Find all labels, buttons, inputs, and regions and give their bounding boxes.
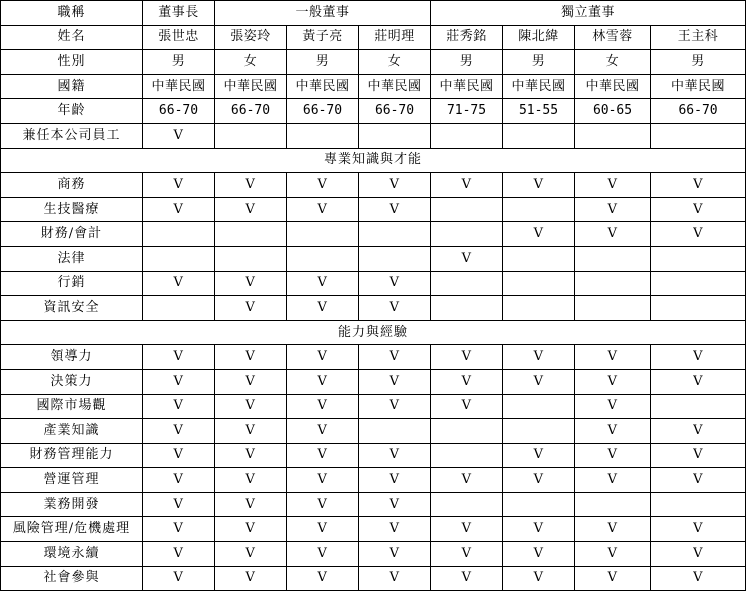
skill-row [1, 246, 746, 271]
check-cell [651, 492, 746, 517]
check-cell [431, 123, 503, 148]
skill-row [1, 542, 746, 567]
check-cell: V [143, 369, 215, 394]
value-cell: 張世忠 [143, 25, 215, 50]
check-cell: V [287, 419, 359, 444]
check-cell: V [575, 222, 651, 247]
check-cell: V [143, 419, 215, 444]
check-cell [575, 123, 651, 148]
section-title: 專業知識與才能 [1, 148, 746, 173]
check-cell: V [651, 517, 746, 542]
check-cell: V [287, 271, 359, 296]
row-label: 財務/會計 [1, 222, 143, 247]
check-cell: V [215, 394, 287, 419]
check-cell: V [143, 197, 215, 222]
check-cell: V [287, 517, 359, 542]
check-cell: V [503, 443, 575, 468]
value-cell: 51-55 [503, 99, 575, 124]
check-cell: V [359, 197, 431, 222]
check-cell: V [359, 296, 431, 321]
check-cell: V [503, 517, 575, 542]
value-cell: 中華民國 [215, 74, 287, 99]
value-cell: 張姿玲 [215, 25, 287, 50]
check-cell: V [215, 517, 287, 542]
check-cell: V [431, 369, 503, 394]
check-cell: V [143, 542, 215, 567]
row-label: 風險管理/危機處理 [1, 517, 143, 542]
check-cell: V [651, 369, 746, 394]
section-header-row [1, 148, 746, 173]
check-cell: V [575, 443, 651, 468]
check-cell: V [359, 468, 431, 493]
check-cell: V [359, 394, 431, 419]
check-cell [651, 246, 746, 271]
check-cell: V [359, 566, 431, 591]
value-cell: 男 [287, 50, 359, 75]
check-cell: V [287, 369, 359, 394]
row-label: 財務管理能力 [1, 443, 143, 468]
row-label: 年齡 [1, 99, 143, 124]
section-title: 能力與經驗 [1, 320, 746, 345]
check-cell [503, 197, 575, 222]
check-cell: V [215, 443, 287, 468]
check-cell [575, 492, 651, 517]
value-cell: 男 [503, 50, 575, 75]
check-cell [431, 443, 503, 468]
check-cell: V [215, 566, 287, 591]
value-cell: 中華民國 [431, 74, 503, 99]
header-row [1, 1, 746, 26]
check-cell [431, 419, 503, 444]
check-cell [287, 246, 359, 271]
name-row [1, 25, 746, 50]
value-cell: 66-70 [651, 99, 746, 124]
check-cell [651, 394, 746, 419]
row-label: 兼任本公司員工 [1, 123, 143, 148]
check-cell: V [359, 173, 431, 198]
check-cell: V [503, 345, 575, 370]
skill-row [1, 468, 746, 493]
check-cell: V [575, 394, 651, 419]
check-cell: V [431, 468, 503, 493]
check-cell [143, 246, 215, 271]
check-cell: V [503, 222, 575, 247]
check-cell: V [575, 566, 651, 591]
check-cell: V [359, 345, 431, 370]
value-cell: 71-75 [431, 99, 503, 124]
check-cell [431, 296, 503, 321]
check-cell [503, 419, 575, 444]
row-label: 法律 [1, 246, 143, 271]
check-cell: V [651, 173, 746, 198]
row-label: 產業知識 [1, 419, 143, 444]
check-cell: V [575, 197, 651, 222]
value-cell: 66-70 [143, 99, 215, 124]
check-cell [359, 123, 431, 148]
value-cell: 66-70 [215, 99, 287, 124]
check-cell [651, 123, 746, 148]
row-label: 國際市場觀 [1, 394, 143, 419]
check-cell [575, 271, 651, 296]
check-cell: V [431, 173, 503, 198]
skill-row [1, 492, 746, 517]
check-cell: V [143, 492, 215, 517]
row-label: 資訊安全 [1, 296, 143, 321]
check-cell [287, 222, 359, 247]
check-cell: V [287, 394, 359, 419]
value-cell: 中華民國 [575, 74, 651, 99]
check-cell: V [651, 345, 746, 370]
check-cell [143, 222, 215, 247]
row-label: 業務開發 [1, 492, 143, 517]
value-cell: 王主科 [651, 25, 746, 50]
check-cell [575, 246, 651, 271]
check-cell [431, 197, 503, 222]
check-cell [651, 296, 746, 321]
check-cell: V [575, 542, 651, 567]
check-cell: V [431, 517, 503, 542]
title-label: 職稱 [1, 1, 143, 26]
skill-row [1, 566, 746, 591]
check-cell: V [359, 443, 431, 468]
check-cell: V [287, 566, 359, 591]
group-independent-directors: 獨立董事 [431, 1, 746, 26]
value-cell: 女 [575, 50, 651, 75]
check-cell [287, 123, 359, 148]
value-cell: 男 [143, 50, 215, 75]
check-cell: V [215, 345, 287, 370]
check-cell: V [431, 542, 503, 567]
check-cell: V [143, 271, 215, 296]
check-cell: V [143, 173, 215, 198]
check-cell: V [359, 492, 431, 517]
check-cell: V [215, 492, 287, 517]
check-cell: V [503, 566, 575, 591]
check-cell [431, 222, 503, 247]
check-cell: V [575, 468, 651, 493]
check-cell: V [575, 173, 651, 198]
check-cell: V [143, 443, 215, 468]
row-label: 商務 [1, 173, 143, 198]
skill-row [1, 296, 746, 321]
skill-row [1, 345, 746, 370]
skill-row [1, 271, 746, 296]
row-label: 營運管理 [1, 468, 143, 493]
check-cell: V [215, 271, 287, 296]
value-cell: 陳北緯 [503, 25, 575, 50]
check-cell: V [215, 369, 287, 394]
value-cell: 莊秀銘 [431, 25, 503, 50]
check-cell [651, 271, 746, 296]
value-cell: 中華民國 [651, 74, 746, 99]
skill-row [1, 222, 746, 247]
check-cell: V [575, 517, 651, 542]
check-cell: V [287, 468, 359, 493]
check-cell [503, 394, 575, 419]
check-cell [431, 271, 503, 296]
value-cell: 女 [359, 50, 431, 75]
check-cell: V [287, 542, 359, 567]
check-cell [503, 296, 575, 321]
check-cell [503, 271, 575, 296]
value-cell: 女 [215, 50, 287, 75]
check-cell: V [651, 468, 746, 493]
check-cell: V [431, 246, 503, 271]
check-cell: V [503, 369, 575, 394]
skill-row [1, 173, 746, 198]
check-cell: V [651, 542, 746, 567]
check-cell: V [143, 394, 215, 419]
nationality-row [1, 74, 746, 99]
check-cell: V [503, 468, 575, 493]
value-cell: 男 [431, 50, 503, 75]
check-cell: V [143, 345, 215, 370]
check-cell: V [575, 345, 651, 370]
skill-row [1, 517, 746, 542]
check-cell: V [651, 197, 746, 222]
check-cell: V [143, 566, 215, 591]
row-label: 姓名 [1, 25, 143, 50]
row-label: 性別 [1, 50, 143, 75]
check-cell: V [503, 542, 575, 567]
check-cell: V [215, 173, 287, 198]
check-cell: V [359, 369, 431, 394]
check-cell: V [287, 197, 359, 222]
check-cell [503, 246, 575, 271]
employee-row [1, 123, 746, 148]
value-cell: 中華民國 [503, 74, 575, 99]
value-cell: 60-65 [575, 99, 651, 124]
skill-row [1, 443, 746, 468]
check-cell: V [359, 517, 431, 542]
value-cell: 男 [651, 50, 746, 75]
check-cell: V [287, 443, 359, 468]
value-cell: 林雪蓉 [575, 25, 651, 50]
gender-row [1, 50, 746, 75]
check-cell: V [287, 296, 359, 321]
value-cell: 中華民國 [287, 74, 359, 99]
check-cell: V [431, 566, 503, 591]
check-cell: V [359, 542, 431, 567]
row-label: 環境永續 [1, 542, 143, 567]
check-cell: V [287, 345, 359, 370]
check-cell: V [143, 517, 215, 542]
check-cell: V [431, 345, 503, 370]
check-cell: V [215, 542, 287, 567]
check-cell: V [503, 173, 575, 198]
row-label: 行銷 [1, 271, 143, 296]
value-cell: 中華民國 [143, 74, 215, 99]
group-general-directors: 一般董事 [215, 1, 431, 26]
skill-row [1, 394, 746, 419]
section-header-row [1, 320, 746, 345]
row-label: 社會參與 [1, 566, 143, 591]
check-cell: V [215, 296, 287, 321]
check-cell [359, 419, 431, 444]
matrix-body [1, 1, 746, 591]
check-cell: V [651, 443, 746, 468]
check-cell [575, 296, 651, 321]
check-cell: V [143, 123, 215, 148]
check-cell: V [651, 222, 746, 247]
check-cell: V [431, 394, 503, 419]
check-cell: V [651, 566, 746, 591]
row-label: 決策力 [1, 369, 143, 394]
check-cell [215, 222, 287, 247]
check-cell: V [575, 419, 651, 444]
check-cell: V [143, 468, 215, 493]
row-label: 領導力 [1, 345, 143, 370]
check-cell: V [215, 468, 287, 493]
check-cell: V [287, 492, 359, 517]
check-cell: V [215, 419, 287, 444]
value-cell: 莊明理 [359, 25, 431, 50]
check-cell [503, 123, 575, 148]
skill-row [1, 419, 746, 444]
check-cell [359, 246, 431, 271]
check-cell [503, 492, 575, 517]
check-cell: V [575, 369, 651, 394]
value-cell: 66-70 [287, 99, 359, 124]
value-cell: 黃子亮 [287, 25, 359, 50]
value-cell: 中華民國 [359, 74, 431, 99]
check-cell: V [287, 173, 359, 198]
row-label: 生技醫療 [1, 197, 143, 222]
age-row [1, 99, 746, 124]
check-cell [143, 296, 215, 321]
skill-row [1, 197, 746, 222]
check-cell: V [359, 271, 431, 296]
check-cell: V [651, 419, 746, 444]
group-chairman: 董事長 [143, 1, 215, 26]
check-cell [359, 222, 431, 247]
check-cell [431, 492, 503, 517]
row-label: 國籍 [1, 74, 143, 99]
skill-row [1, 369, 746, 394]
check-cell: V [215, 197, 287, 222]
value-cell: 66-70 [359, 99, 431, 124]
check-cell [215, 123, 287, 148]
check-cell [215, 246, 287, 271]
